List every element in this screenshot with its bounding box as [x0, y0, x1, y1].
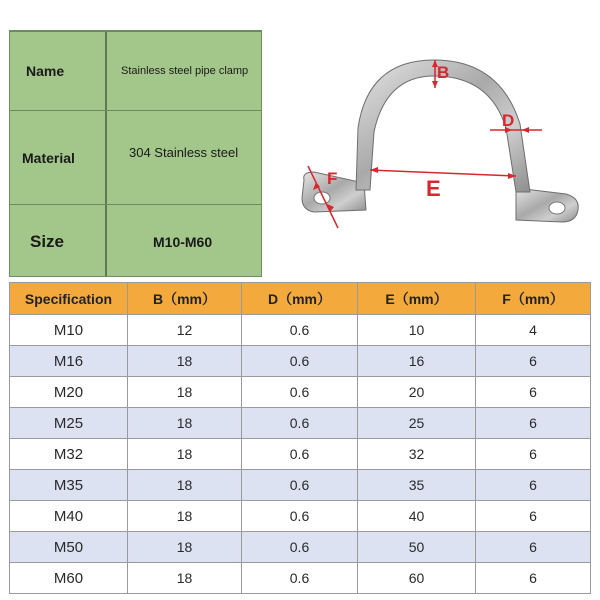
spec-header-row — [10, 283, 591, 315]
table-cell: 6 — [476, 563, 591, 594]
table-cell: M10 — [10, 315, 128, 346]
spec-header-cell: E（mm） — [358, 283, 476, 315]
info-row-size — [10, 204, 261, 278]
table-row — [10, 532, 591, 563]
table-cell: 6 — [476, 439, 591, 470]
table-cell: 16 — [358, 346, 476, 377]
table-row — [10, 346, 591, 377]
spec-header-cell: Specification — [10, 283, 128, 315]
dimension-label-b: B — [437, 63, 450, 82]
spec-header-cell: F（mm） — [476, 283, 591, 315]
table-cell: 18 — [128, 408, 242, 439]
table-cell: 0.6 — [242, 439, 358, 470]
table-cell: 18 — [128, 439, 242, 470]
dimension-label-e: E — [426, 176, 441, 201]
table-cell: 4 — [476, 315, 591, 346]
table-cell: M32 — [10, 439, 128, 470]
table-cell: 25 — [358, 408, 476, 439]
table-cell: 18 — [128, 501, 242, 532]
table-cell: 0.6 — [242, 377, 358, 408]
spec-table-body — [10, 315, 591, 594]
table-cell: 40 — [358, 501, 476, 532]
table-cell: M50 — [10, 532, 128, 563]
info-row-name — [10, 31, 261, 110]
table-cell: 0.6 — [242, 563, 358, 594]
table-cell: 0.6 — [242, 501, 358, 532]
table-cell: 50 — [358, 532, 476, 563]
table-row — [10, 563, 591, 594]
table-cell: 18 — [128, 470, 242, 501]
info-label: Size — [30, 231, 65, 251]
table-cell: M16 — [10, 346, 128, 377]
table-cell: 32 — [358, 439, 476, 470]
table-cell: 6 — [476, 408, 591, 439]
table-row — [10, 470, 591, 501]
table-cell: 6 — [476, 501, 591, 532]
table-cell: 0.6 — [242, 408, 358, 439]
info-value: Stainless steel pipe clamp — [121, 65, 249, 77]
table-cell: M20 — [10, 377, 128, 408]
info-value: M10-M60 — [153, 233, 213, 250]
info-row-material — [10, 110, 261, 204]
table-cell: 0.6 — [242, 315, 358, 346]
pipe-clamp-diagram — [294, 50, 594, 250]
table-cell: 12 — [128, 315, 242, 346]
table-cell: M25 — [10, 408, 128, 439]
specification-table — [9, 282, 591, 594]
table-cell: 18 — [128, 377, 242, 408]
table-cell: M35 — [10, 470, 128, 501]
table-cell: 60 — [358, 563, 476, 594]
table-cell: M60 — [10, 563, 128, 594]
table-row — [10, 501, 591, 532]
info-value: 304 Stainless steel — [129, 145, 239, 160]
dimension-label-f: F — [327, 169, 338, 188]
table-cell: 18 — [128, 346, 242, 377]
table-cell: 0.6 — [242, 470, 358, 501]
dimension-label-d: D — [502, 111, 515, 130]
table-cell: 0.6 — [242, 532, 358, 563]
table-cell: 18 — [128, 532, 242, 563]
table-cell: 6 — [476, 532, 591, 563]
table-cell: 0.6 — [242, 346, 358, 377]
table-row — [10, 315, 591, 346]
table-cell: 6 — [476, 377, 591, 408]
table-cell: 35 — [358, 470, 476, 501]
table-cell: M40 — [10, 501, 128, 532]
product-info-table — [9, 30, 262, 277]
spec-header-cell: D（mm） — [242, 283, 358, 315]
table-cell: 10 — [358, 315, 476, 346]
table-row — [10, 408, 591, 439]
table-cell: 6 — [476, 470, 591, 501]
info-label: Material — [22, 149, 75, 166]
spec-header-cell: B（mm） — [128, 283, 242, 315]
table-row — [10, 377, 591, 408]
table-cell: 18 — [128, 563, 242, 594]
info-label: Name — [26, 63, 65, 79]
table-row — [10, 439, 591, 470]
table-cell: 20 — [358, 377, 476, 408]
table-cell: 6 — [476, 346, 591, 377]
